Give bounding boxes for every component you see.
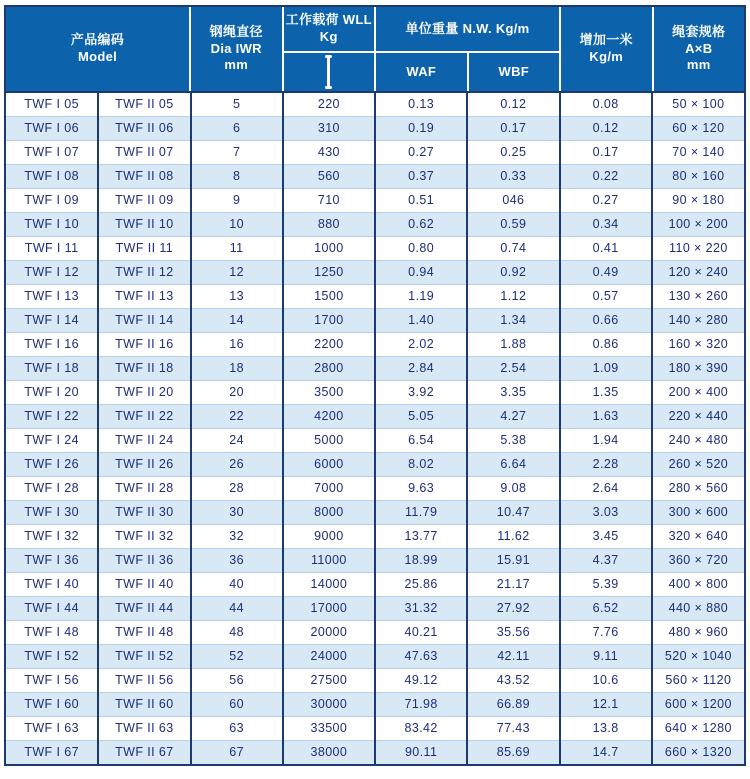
waf-cell: 6.54 <box>375 428 467 452</box>
model-ii-cell: TWF II 36 <box>98 548 190 572</box>
waf-cell: 1.40 <box>375 308 467 332</box>
wll-cell: 30000 <box>283 692 375 716</box>
header-model-en: Model <box>77 49 118 64</box>
model-i-cell: TWF I 06 <box>6 116 98 140</box>
header-sleeve-zh: 绳套规格 <box>672 23 726 39</box>
sleeve-size-cell: 140 × 280 <box>652 308 744 332</box>
wbf-cell: 85.69 <box>467 740 559 764</box>
dia-cell: 7 <box>191 140 283 164</box>
model-i-cell: TWF I 10 <box>6 212 98 236</box>
model-ii-cell: TWF II 56 <box>98 668 190 692</box>
wll-cell: 20000 <box>283 620 375 644</box>
table-row <box>6 452 744 476</box>
table-row <box>6 476 744 500</box>
add-per-meter-cell: 0.08 <box>560 92 652 116</box>
header-wll <box>284 7 375 51</box>
model-i-cell: TWF I 26 <box>6 452 98 476</box>
model-ii-cell: TWF II 63 <box>98 716 190 740</box>
table-row <box>6 524 744 548</box>
dia-cell: 11 <box>191 236 283 260</box>
header-unit-weight-label: 单位重量 N.W. Kg/m <box>405 20 530 36</box>
model-i-cell: TWF I 08 <box>6 164 98 188</box>
header-wbf <box>469 53 560 91</box>
add-per-meter-cell: 1.63 <box>560 404 652 428</box>
model-ii-cell: TWF II 09 <box>98 188 190 212</box>
wll-cell: 9000 <box>283 524 375 548</box>
wll-cell: 220 <box>283 92 375 116</box>
wbf-cell: 35.56 <box>467 620 559 644</box>
wll-cell: 430 <box>283 140 375 164</box>
dia-cell: 10 <box>191 212 283 236</box>
add-per-meter-cell: 0.17 <box>560 140 652 164</box>
wbf-cell: 9.08 <box>467 476 559 500</box>
dia-cell: 40 <box>191 572 283 596</box>
model-ii-cell: TWF II 52 <box>98 644 190 668</box>
table-row <box>6 92 744 116</box>
sleeve-size-cell: 440 × 880 <box>652 596 744 620</box>
add-per-meter-cell: 0.22 <box>560 164 652 188</box>
header-model-zh: 产品编码 <box>70 32 125 48</box>
model-i-cell: TWF I 67 <box>6 740 98 764</box>
wll-cell: 1000 <box>283 236 375 260</box>
model-ii-cell: TWF II 08 <box>98 164 190 188</box>
wbf-cell: 0.33 <box>467 164 559 188</box>
add-per-meter-cell: 0.34 <box>560 212 652 236</box>
model-ii-cell: TWF II 18 <box>98 356 190 380</box>
waf-cell: 71.98 <box>375 692 467 716</box>
add-per-meter-cell: 0.12 <box>560 116 652 140</box>
sleeve-size-cell: 160 × 320 <box>652 332 744 356</box>
model-ii-cell: TWF II 05 <box>98 92 190 116</box>
sleeve-size-cell: 80 × 160 <box>652 164 744 188</box>
model-i-cell: TWF I 07 <box>6 140 98 164</box>
model-ii-cell: TWF II 24 <box>98 428 190 452</box>
table-row <box>6 692 744 716</box>
model-i-cell: TWF I 16 <box>6 332 98 356</box>
header-add-zh: 增加一米 <box>579 32 633 48</box>
dia-cell: 63 <box>191 716 283 740</box>
dia-cell: 44 <box>191 596 283 620</box>
add-per-meter-cell: 0.66 <box>560 308 652 332</box>
sleeve-size-cell: 360 × 720 <box>652 548 744 572</box>
waf-cell: 2.84 <box>375 356 467 380</box>
add-per-meter-cell: 13.8 <box>560 716 652 740</box>
model-ii-cell: TWF II 60 <box>98 692 190 716</box>
model-ii-cell: TWF II 07 <box>98 140 190 164</box>
waf-cell: 0.80 <box>375 236 467 260</box>
wll-cell: 5000 <box>283 428 375 452</box>
table-row <box>6 164 744 188</box>
model-i-cell: TWF I 48 <box>6 620 98 644</box>
wbf-cell: 27.92 <box>467 596 559 620</box>
dia-cell: 16 <box>191 332 283 356</box>
wll-cell: 560 <box>283 164 375 188</box>
waf-cell: 11.79 <box>375 500 467 524</box>
model-ii-cell: TWF II 44 <box>98 596 190 620</box>
model-ii-cell: TWF II 22 <box>98 404 190 428</box>
wbf-cell: 2.54 <box>467 356 559 380</box>
add-per-meter-cell: 2.64 <box>560 476 652 500</box>
waf-cell: 0.13 <box>375 92 467 116</box>
model-i-cell: TWF I 13 <box>6 284 98 308</box>
sleeve-size-cell: 180 × 390 <box>652 356 744 380</box>
model-i-cell: TWF I 36 <box>6 548 98 572</box>
dia-cell: 52 <box>191 644 283 668</box>
waf-cell: 0.27 <box>375 140 467 164</box>
waf-cell: 25.86 <box>375 572 467 596</box>
dia-cell: 28 <box>191 476 283 500</box>
add-per-meter-cell: 12.1 <box>560 692 652 716</box>
add-per-meter-cell: 0.57 <box>560 284 652 308</box>
model-ii-cell: TWF II 11 <box>98 236 190 260</box>
table-row <box>6 620 744 644</box>
wll-cell: 17000 <box>283 596 375 620</box>
model-i-cell: TWF I 28 <box>6 476 98 500</box>
header-wll-zh: 工作载荷 WLL <box>285 12 372 28</box>
model-ii-cell: TWF II 12 <box>98 260 190 284</box>
wll-cell: 11000 <box>283 548 375 572</box>
add-per-meter-cell: 1.35 <box>560 380 652 404</box>
wbf-cell: 046 <box>467 188 559 212</box>
add-per-meter-cell: 4.37 <box>560 548 652 572</box>
model-i-cell: TWF I 05 <box>24 97 79 112</box>
model-ii-cell: TWF II 67 <box>98 740 190 764</box>
wll-cell: 1500 <box>283 284 375 308</box>
sleeve-size-cell: 640 × 1280 <box>652 716 744 740</box>
waf-cell: 83.42 <box>375 716 467 740</box>
waf-cell: 90.11 <box>375 740 467 764</box>
header-waf <box>376 53 467 91</box>
wbf-cell: 0.59 <box>467 212 559 236</box>
model-i-cell: TWF I 12 <box>6 260 98 284</box>
add-per-meter-cell: 2.28 <box>560 452 652 476</box>
table-row <box>6 404 744 428</box>
sleeve-size-cell: 50 × 100 <box>652 92 744 116</box>
add-per-meter-cell: 9.11 <box>560 644 652 668</box>
table-row <box>6 140 744 164</box>
table-row <box>6 188 744 212</box>
product-spec-table <box>4 5 746 766</box>
waf-cell: 0.19 <box>375 116 467 140</box>
model-i-cell: TWF I 32 <box>6 524 98 548</box>
waf-cell: 13.77 <box>375 524 467 548</box>
dia-cell: 32 <box>191 524 283 548</box>
wbf-cell: 77.43 <box>467 716 559 740</box>
add-per-meter-cell: 0.41 <box>560 236 652 260</box>
wll-cell: 3500 <box>283 380 375 404</box>
waf-cell: 0.62 <box>375 212 467 236</box>
add-per-meter-cell: 10.6 <box>560 668 652 692</box>
wll-cell: 880 <box>283 212 375 236</box>
add-per-meter-cell: 0.86 <box>560 332 652 356</box>
wll-cell: 33500 <box>283 716 375 740</box>
model-i-cell: TWF I 63 <box>6 716 98 740</box>
model-i-cell: TWF I 56 <box>6 668 98 692</box>
add-per-meter-cell: 1.09 <box>560 356 652 380</box>
table-row <box>6 356 744 380</box>
waf-cell: 0.37 <box>375 164 467 188</box>
wbf-cell: 1.12 <box>467 284 559 308</box>
sleeve-size-cell: 100 × 200 <box>652 212 744 236</box>
wbf-cell: 11.62 <box>467 524 559 548</box>
sleeve-size-cell: 90 × 180 <box>652 188 744 212</box>
wbf-cell: 0.92 <box>467 260 559 284</box>
model-ii-cell: TWF II 48 <box>98 620 190 644</box>
add-per-meter-cell: 3.03 <box>560 500 652 524</box>
waf-cell: 0.94 <box>375 260 467 284</box>
waf-cell: 8.02 <box>375 452 467 476</box>
model-i-cell: TWF I 52 <box>6 644 98 668</box>
waf-cell: 2.02 <box>375 332 467 356</box>
sleeve-size-cell: 660 × 1320 <box>652 740 744 764</box>
table-row <box>6 212 744 236</box>
wll-cell: 27500 <box>283 668 375 692</box>
add-per-meter-cell: 14.7 <box>560 740 652 764</box>
table-row <box>6 284 744 308</box>
table-row <box>6 260 744 284</box>
table-row <box>6 308 744 332</box>
wll-cell: 6000 <box>283 452 375 476</box>
header-wbf-label: WBF <box>498 63 529 79</box>
model-i-cell: TWF I 40 <box>6 572 98 596</box>
wbf-cell: 5.38 <box>467 428 559 452</box>
dia-cell: 48 <box>191 620 283 644</box>
dia-cell: 18 <box>191 356 283 380</box>
model-ii-cell: TWF II 14 <box>98 308 190 332</box>
add-per-meter-cell: 7.76 <box>560 620 652 644</box>
wbf-cell: 0.12 <box>467 92 559 116</box>
model-i-cell: TWF I 20 <box>6 380 98 404</box>
model-ii-cell: TWF II 16 <box>98 332 190 356</box>
model-ii-cell: TWF II 26 <box>98 452 190 476</box>
wbf-cell: 21.17 <box>467 572 559 596</box>
model-i-cell: TWF I 18 <box>6 356 98 380</box>
wll-cell: 7000 <box>283 476 375 500</box>
waf-cell: 31.32 <box>375 596 467 620</box>
model-i-cell: TWF I 60 <box>6 692 98 716</box>
add-per-meter-cell: 1.94 <box>560 428 652 452</box>
model-i-cell: TWF I 11 <box>6 236 98 260</box>
sleeve-size-cell: 70 × 140 <box>652 140 744 164</box>
sleeve-size-cell: 60 × 120 <box>652 116 744 140</box>
vertical-sling-icon <box>327 56 330 88</box>
dia-cell: 22 <box>191 404 283 428</box>
dia-cell: 60 <box>191 692 283 716</box>
table-header <box>6 7 744 91</box>
table-row <box>6 572 744 596</box>
add-per-meter-cell: 5.39 <box>560 572 652 596</box>
header-waf-label: WAF <box>406 63 437 79</box>
waf-cell: 0.51 <box>375 188 467 212</box>
add-per-meter-cell: 6.52 <box>560 596 652 620</box>
header-sleeve-unit: mm <box>686 57 711 73</box>
wbf-cell: 15.91 <box>467 548 559 572</box>
sleeve-size-cell: 300 × 600 <box>652 500 744 524</box>
table-body <box>6 91 744 764</box>
dia-cell: 6 <box>191 116 283 140</box>
wbf-cell: 0.25 <box>467 140 559 164</box>
table-row <box>6 380 744 404</box>
wbf-cell: 10.47 <box>467 500 559 524</box>
add-per-meter-cell: 0.27 <box>560 188 652 212</box>
wll-cell: 14000 <box>283 572 375 596</box>
model-ii-cell: TWF II 30 <box>98 500 190 524</box>
header-wll-unit: Kg <box>319 29 338 44</box>
wll-cell: 310 <box>283 116 375 140</box>
model-ii-cell: TWF II 10 <box>98 212 190 236</box>
sleeve-size-cell: 520 × 1040 <box>652 644 744 668</box>
dia-cell: 20 <box>191 380 283 404</box>
wbf-cell: 43.52 <box>467 668 559 692</box>
wbf-cell: 3.35 <box>467 380 559 404</box>
wll-cell: 38000 <box>283 740 375 764</box>
dia-cell: 9 <box>191 188 283 212</box>
model-i-cell: TWF I 14 <box>6 308 98 332</box>
table-row <box>6 716 744 740</box>
header-unit-weight <box>376 7 559 51</box>
header-model <box>6 7 189 91</box>
dia-cell: 5 <box>191 92 283 116</box>
waf-cell: 49.12 <box>375 668 467 692</box>
add-per-meter-cell: 3.45 <box>560 524 652 548</box>
dia-cell: 67 <box>191 740 283 764</box>
dia-cell: 30 <box>191 500 283 524</box>
waf-cell: 9.63 <box>375 476 467 500</box>
dia-cell: 36 <box>191 548 283 572</box>
wll-cell: 2800 <box>283 356 375 380</box>
wll-cell: 710 <box>283 188 375 212</box>
table-row <box>6 332 744 356</box>
model-i-cell: TWF I 30 <box>6 500 98 524</box>
sleeve-size-cell: 130 × 260 <box>652 284 744 308</box>
table-row <box>6 500 744 524</box>
dia-cell: 14 <box>191 308 283 332</box>
dia-cell: 12 <box>191 260 283 284</box>
wbf-cell: 42.11 <box>467 644 559 668</box>
wbf-cell: 0.17 <box>467 116 559 140</box>
model-ii-cell: TWF II 28 <box>98 476 190 500</box>
header-add-per-meter <box>561 7 652 91</box>
dia-cell: 56 <box>191 668 283 692</box>
model-i-cell: TWF I 24 <box>6 428 98 452</box>
header-wll-icon-cell <box>284 53 375 91</box>
wll-cell: 1700 <box>283 308 375 332</box>
waf-cell: 18.99 <box>375 548 467 572</box>
model-ii-cell: TWF II 40 <box>98 572 190 596</box>
wbf-cell: 66.89 <box>467 692 559 716</box>
table-row <box>6 116 744 140</box>
dia-cell: 26 <box>191 452 283 476</box>
dia-cell: 24 <box>191 428 283 452</box>
header-sleeve-size <box>654 7 745 91</box>
sleeve-size-cell: 240 × 480 <box>652 428 744 452</box>
sleeve-size-cell: 110 × 220 <box>652 236 744 260</box>
model-ii-cell: TWF II 32 <box>98 524 190 548</box>
sleeve-size-cell: 280 × 560 <box>652 476 744 500</box>
model-ii-cell: TWF II 20 <box>98 380 190 404</box>
header-dia-en: Dia IWR <box>210 40 262 56</box>
header-add-unit: Kg/m <box>589 49 624 64</box>
header-dia <box>191 7 282 91</box>
dia-cell: 13 <box>191 284 283 308</box>
sleeve-size-cell: 200 × 400 <box>652 380 744 404</box>
waf-cell: 5.05 <box>375 404 467 428</box>
model-i-cell: TWF I 44 <box>6 596 98 620</box>
wll-cell: 1250 <box>283 260 375 284</box>
table-row <box>6 428 744 452</box>
sleeve-size-cell: 120 × 240 <box>652 260 744 284</box>
table-row <box>6 548 744 572</box>
model-i-cell: TWF I 09 <box>6 188 98 212</box>
sleeve-size-cell: 560 × 1120 <box>652 668 744 692</box>
table-row <box>6 236 744 260</box>
sleeve-size-cell: 220 × 440 <box>652 404 744 428</box>
wll-cell: 24000 <box>283 644 375 668</box>
wbf-cell: 4.27 <box>467 404 559 428</box>
wll-cell: 2200 <box>283 332 375 356</box>
table-row <box>6 596 744 620</box>
wbf-cell: 1.34 <box>467 308 559 332</box>
wbf-cell: 1.88 <box>467 332 559 356</box>
add-per-meter-cell: 0.49 <box>560 260 652 284</box>
model-ii-cell: TWF II 06 <box>98 116 190 140</box>
sleeve-size-cell: 480 × 960 <box>652 620 744 644</box>
sleeve-size-cell: 260 × 520 <box>652 452 744 476</box>
waf-cell: 47.63 <box>375 644 467 668</box>
sleeve-size-cell: 400 × 800 <box>652 572 744 596</box>
table-row <box>6 740 744 764</box>
table-row <box>6 644 744 668</box>
sleeve-size-cell: 600 × 1200 <box>652 692 744 716</box>
model-i-cell: TWF I 22 <box>6 404 98 428</box>
wll-cell: 8000 <box>283 500 375 524</box>
waf-cell: 1.19 <box>375 284 467 308</box>
wbf-cell: 6.64 <box>467 452 559 476</box>
dia-cell: 8 <box>191 164 283 188</box>
header-dia-unit: mm <box>224 57 249 73</box>
waf-cell: 3.92 <box>375 380 467 404</box>
sleeve-size-cell: 320 × 640 <box>652 524 744 548</box>
table-row <box>6 668 744 692</box>
header-sleeve-en: A×B <box>685 40 713 56</box>
waf-cell: 40.21 <box>375 620 467 644</box>
wll-cell: 4200 <box>283 404 375 428</box>
model-ii-cell: TWF II 13 <box>98 284 190 308</box>
wbf-cell: 0.74 <box>467 236 559 260</box>
header-dia-zh: 钢绳直径 <box>209 23 263 39</box>
